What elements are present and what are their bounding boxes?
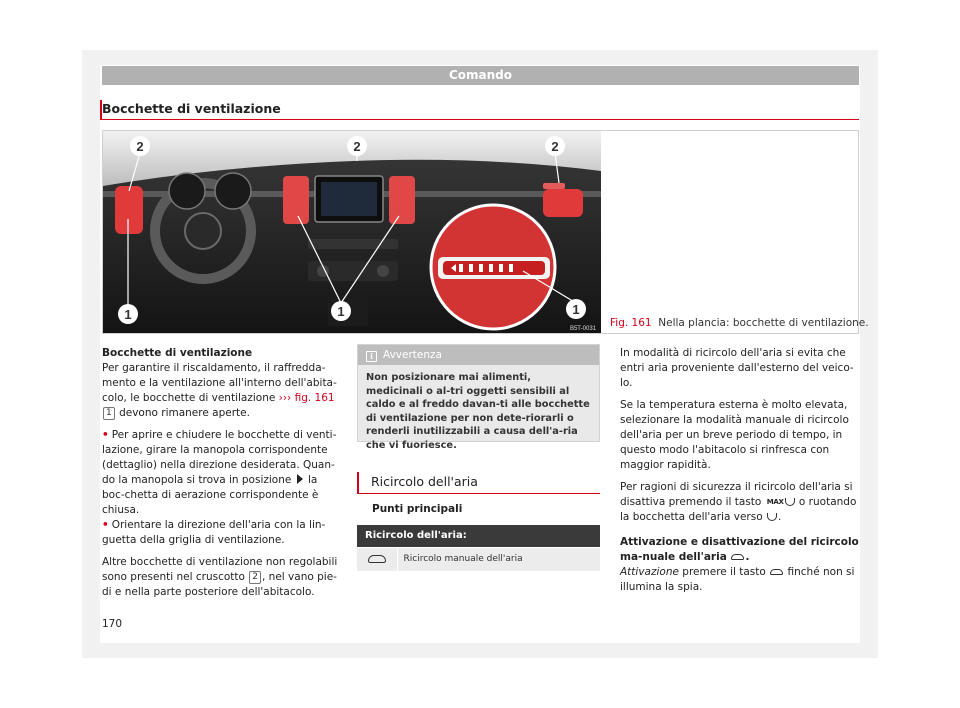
callout-1-right: 1: [572, 302, 580, 317]
page-number: 170: [102, 618, 123, 630]
vent-center-right: [389, 176, 415, 224]
figure-caption: [610, 317, 869, 329]
recirculation-icon: [368, 555, 386, 563]
windshield-icon: [767, 513, 777, 521]
vents-intro-end: devono rimanere aperte.: [115, 407, 250, 419]
callout-ref-2: 2: [249, 571, 261, 584]
warning-box: [357, 344, 600, 451]
warning-body: Non posizionare mai alimenti, medicinali o al-tri oggetti sensibili al caldo e al freddo davan-ti alle bocchette di ventilazione per non dete-riorarli o renderli inutilizzabili a causa dell'a-ria che vi fuoriesce.: [366, 372, 590, 451]
dashboard-illustration: [103, 131, 601, 333]
max-defrost-icon: MAX: [766, 498, 784, 506]
callout-2-right: 2: [551, 139, 559, 154]
activation-text-end: finché non si illumina la spia.: [620, 566, 855, 593]
recirculation-table: [357, 525, 600, 571]
vent-right: [543, 189, 583, 217]
info-icon: i: [366, 351, 377, 362]
figure-label: Fig. 161: [610, 317, 652, 329]
column-right: [620, 346, 860, 602]
activation-text: premere il tasto: [678, 566, 770, 578]
recirc-hot-weather-text: Se la temperatura esterna è molto elevata, selezionare la modalità manuale di ricircolo dell'aria per un breve periodo di tempo, in questo modo l'abitacolo si rinfresca con maggior rapidità.: [620, 399, 849, 471]
other-vents-text: Altre bocchette di ventilazione non regolabili sono presenti nel cruscotto: [102, 556, 338, 583]
title-rule: [102, 119, 859, 120]
closed-position-icon: [297, 474, 303, 484]
recirculation-icon: [731, 554, 744, 560]
recirculation-icon: [770, 569, 783, 575]
chapter-header: Comando: [102, 66, 859, 85]
bullet-icon: •: [102, 429, 109, 441]
table-cell-text: Ricircolo manuale dell'aria: [397, 547, 600, 571]
callout-2-left: 2: [136, 139, 144, 154]
warning-header: [358, 345, 599, 365]
callout-2-center: 2: [353, 139, 361, 154]
vent-center-left: [283, 176, 309, 224]
warning-title: Avvertenza: [383, 349, 442, 361]
recirc-safety-mid: o ruotando la bocchetta dell'aria verso: [620, 496, 857, 523]
bullet-icon: •: [102, 519, 109, 531]
photo-code: B5T-0031: [569, 326, 596, 332]
recirc-intro-text: In modalità di ricircolo dell'aria si evita che entri aria proveniente dall'esterno del veico-lo.: [620, 347, 854, 389]
vents-intro-text: Per garantire il riscaldamento, il raffredda-mento e la ventilazione all'interno dell'abita-colo, le bocchette di ventilazione: [102, 362, 337, 404]
vent-left: [115, 186, 143, 234]
subsection-title: Ricircolo dell'aria: [371, 474, 478, 489]
vents-heading: Bocchette di ventilazione: [102, 347, 253, 359]
activation-heading: Attivazione e disattivazione del ricircolo ma-nuale dell'aria: [620, 536, 859, 563]
subsection-rule: [359, 493, 600, 494]
bullet-open-close-text: Per aprire e chiudere le bocchette di venti-lazione, girare la manopola corrispondente (dettaglio) nella direzione desiderata. Quan-do la manopola si trova in posizione: [102, 429, 337, 486]
vent-defrost: [543, 183, 565, 189]
key-points-label: Punti principali: [372, 503, 463, 515]
table-header: Ricircolo dell'aria:: [357, 525, 600, 547]
callout-1-left: 1: [124, 307, 132, 322]
dashboard-photo: [103, 131, 601, 333]
figure-161: [102, 130, 869, 334]
activation-heading-end: .: [745, 551, 750, 563]
figure-reference-link[interactable]: ››› fig. 161: [278, 392, 335, 404]
figure-caption-text: Nella plancia: bocchette di ventilazione.: [658, 317, 869, 329]
activation-label: Attivazione: [620, 566, 679, 578]
column-left: [102, 346, 342, 607]
other-vents-end: , nel vano pie-di e nella parte posteriore dell'abitacolo.: [102, 571, 337, 598]
bullet-open-close-end: la boc-chetta di aerazione corrispondente è chiusa.: [102, 474, 319, 516]
section-title: Bocchette di ventilazione: [102, 101, 281, 116]
bullet-direction-text: Orientare la direzione dell'aria con la lin-guetta della griglia di ventilazione.: [102, 519, 326, 546]
subsection-title-block: [357, 472, 600, 494]
recirc-safety-end: .: [777, 511, 782, 523]
callout-1-center: 1: [337, 304, 345, 319]
table-row: [357, 547, 600, 571]
recirc-safety-text: Per ragioni di sicurezza il ricircolo dell'aria si disattiva premendo il tasto: [620, 481, 853, 508]
callout-ref-1: 1: [103, 407, 115, 420]
windshield-icon: [785, 498, 795, 506]
